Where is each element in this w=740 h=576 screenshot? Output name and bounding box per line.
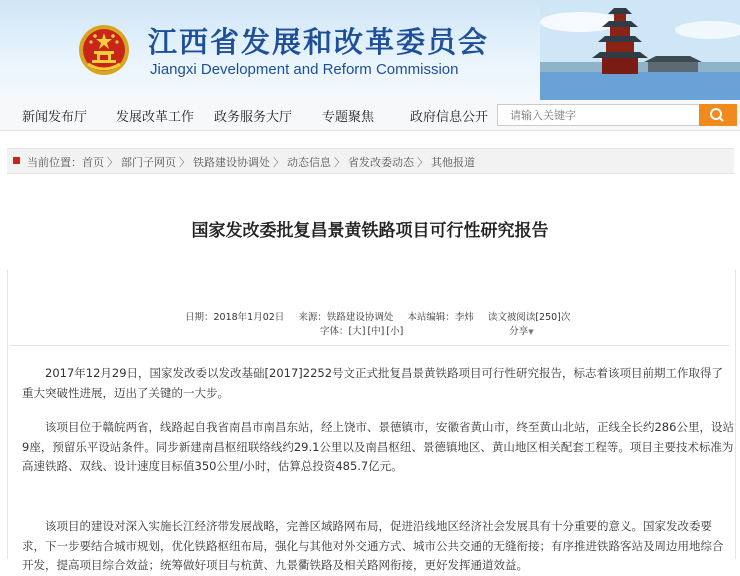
site-header (0, 0, 740, 100)
breadcrumb-separator-icon: 〉 (179, 156, 190, 169)
nav-item-special-topics[interactable]: 专题聚焦 (322, 110, 375, 125)
article-title: 国家发改委批复昌景黄铁路项目可行性研究报告 (191, 221, 549, 241)
breadcrumb-separator-icon: 〉 (417, 156, 428, 169)
breadcrumb-label: 当前位置： (27, 156, 82, 169)
meta-divider (10, 345, 730, 346)
font-size-small-button[interactable]: [小] (386, 326, 404, 337)
font-size-large-button[interactable]: [大] (348, 326, 366, 337)
breadcrumb-item-other-reports[interactable]: 其他报道 (431, 156, 475, 169)
font-size-label: 字体： (320, 326, 349, 337)
breadcrumb-trail (27, 154, 475, 170)
article-editor: 本站编辑：李炜 (407, 312, 474, 323)
breadcrumb-separator-icon: 〉 (273, 156, 284, 169)
article-paragraph: 该项目的建设对深入实施长江经济带发展战略，完善区域路网布局，促进沿线地区经济社会发展具有十分重要的意义。国家发改委要求，下一步要结合城市规划，优化铁路枢纽布局，强化与其他对外交通方式、城市公共交通的无缝衔接；有序推进铁路客站及周边用地综合开发，提高项目综合效益；统筹做好项目与杭黄、九景衢铁路及相关路网衔接，更好发挥通道效益。 (22, 519, 724, 572)
search-button[interactable] (699, 104, 737, 126)
article-view-count: 读文被阅读[250]次 (487, 312, 571, 323)
article-meta (185, 309, 584, 323)
tengwang-pavilion-illustration (540, 0, 740, 100)
search-icon (699, 104, 737, 126)
breadcrumb-item-commission-news[interactable]: 省发改委动态 (348, 156, 414, 169)
article-tools (320, 323, 534, 337)
article-paragraph: 2017年12月29日，国家发改委以发改基础[2017]2252号文正式批复昌景黄铁路项目可行性研究报告，标志着该项目前期工作取得了重大突破性进展，迈出了关键的一大步。 (22, 366, 724, 400)
nav-item-news[interactable]: 新闻发布厅 (22, 110, 88, 125)
search-box (497, 104, 701, 126)
article-paragraph: 该项目位于赣皖两省，线路起自我省南昌市南昌东站，经上饶市、景德镇市，安徽省黄山市，终至黄山北站，正线全长约286公里，设站9座，预留乐平设站条件。同步新建南昌枢纽联络线约29.1公里以及南昌枢纽、景德镇地区、黄山地区相关配套工程等。项目主要技术标准为高速铁路、双线、设计速度目标值350公里/小时，估算总投资485.7亿元。 (22, 420, 734, 473)
font-size-medium-button[interactable]: [中] (367, 326, 385, 337)
national-emblem-icon (78, 24, 130, 76)
site-title: 江西省发展和改革委员会 (148, 25, 490, 59)
nav-item-reform-work[interactable]: 发展改革工作 (116, 110, 195, 125)
share-button[interactable] (509, 326, 533, 337)
breadcrumb-separator-icon: 〉 (334, 156, 345, 169)
share-label: 分享 (509, 326, 529, 337)
breadcrumb-separator-icon: 〉 (107, 156, 118, 169)
article-source: 来源：铁路建设协调处 (298, 312, 394, 323)
site-title-english: Jiangxi Development and Reform Commission (150, 61, 459, 78)
article-date: 日期：2018年1月02日 (185, 312, 285, 323)
breadcrumb-item-department-pages[interactable]: 部门子网页 (121, 156, 176, 169)
breadcrumb (7, 148, 734, 174)
search-input[interactable] (498, 105, 700, 125)
breadcrumb-item-home[interactable]: 首页 (82, 156, 104, 169)
nav-item-government-services[interactable]: 政务服务大厅 (214, 110, 293, 125)
breadcrumb-item-railway-office[interactable]: 铁路建设协调处 (193, 156, 270, 169)
breadcrumb-marker-icon (13, 157, 20, 164)
chevron-down-icon: ▼ (528, 328, 534, 336)
nav-item-info-disclosure[interactable]: 政府信息公开 (410, 110, 489, 125)
breadcrumb-item-news[interactable]: 动态信息 (287, 156, 331, 169)
